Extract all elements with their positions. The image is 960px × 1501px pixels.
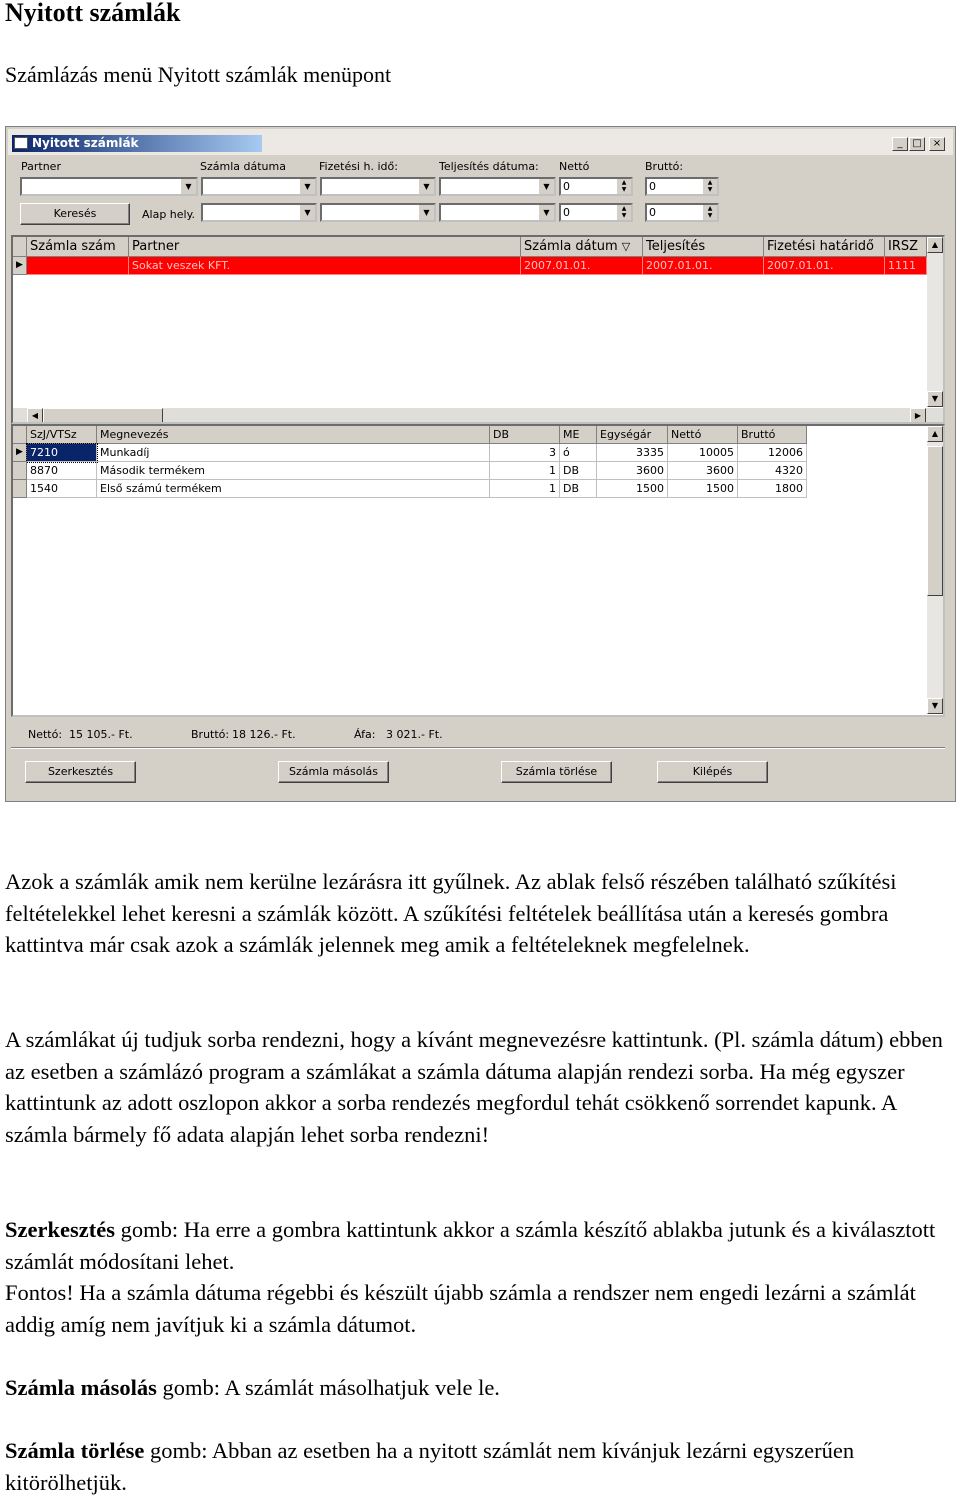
- items-grid: [11, 424, 945, 717]
- table-cell: 10005: [668, 444, 738, 462]
- table-cell: 12006: [738, 444, 807, 462]
- table-cell: ó: [560, 444, 597, 462]
- fulfillment-date-to[interactable]: [439, 203, 556, 222]
- col-header-gross[interactable]: Bruttó: [738, 426, 807, 444]
- col-header-qty[interactable]: DB: [490, 426, 560, 444]
- table-cell: 3335: [597, 444, 668, 462]
- invoice-date-to[interactable]: [201, 203, 317, 222]
- table-cell: Munkadíj: [97, 444, 490, 462]
- edit-button[interactable]: Szerkesztés: [25, 761, 136, 783]
- col-header-payment-due[interactable]: Fizetési határidő: [764, 237, 885, 257]
- chevron-down-icon[interactable]: ▼: [180, 179, 196, 194]
- col-header-unit-price[interactable]: Egységár: [597, 426, 668, 444]
- payment-due-label: Fizetési h. idő:: [319, 160, 398, 173]
- table-cell: 1500: [597, 480, 668, 498]
- copy-invoice-button[interactable]: Számla másolás: [278, 761, 389, 783]
- invoice-date-from[interactable]: [201, 177, 317, 196]
- page-subtitle: Számlázás menü Nyitott számlák menüpont: [5, 62, 392, 87]
- sort-desc-icon: ▽: [621, 240, 631, 253]
- paragraph-edit: Szerkesztés gomb: Ha erre a gombra kattintunk akkor a számla készítő ablakba jutunk és a kiválasztott számlát módosítani lehet. Fontos! Ha a számla dátuma régebbi és készült újabb számla a rendszer nem engedi lezárni a számlát addig amíg nem javítjuk ki a számla dátumot.: [5, 1217, 936, 1337]
- edit-term: Szerkesztés: [5, 1217, 115, 1242]
- paragraph-copy: Számla másolás gomb: A számlát másolhatjuk vele le.: [5, 1375, 500, 1400]
- scroll-thumb[interactable]: [43, 408, 163, 424]
- paragraph-delete: Számla törlése gomb: Abban az esetben ha a nyitott számlát nem kívánjuk lezárni egyszerűen kitörölhetjük.: [5, 1438, 855, 1495]
- scroll-down-icon[interactable]: ▼: [927, 391, 943, 407]
- gross-total-value: 18 126.- Ft.: [232, 728, 296, 741]
- col-header-name[interactable]: Megnevezés: [97, 426, 490, 444]
- partner-label: Partner: [21, 160, 61, 173]
- spin-icon[interactable]: ▲ ▼: [617, 205, 631, 220]
- app-icon: [14, 137, 28, 149]
- table-cell: 1500: [668, 480, 738, 498]
- chevron-down-icon[interactable]: ▼: [299, 205, 315, 220]
- net-total-value: 15 105.- Ft.: [69, 728, 133, 741]
- page-title: Nyitott számlák: [5, 0, 181, 27]
- net-label: Nettó: [559, 160, 590, 173]
- window-titlebar[interactable]: [8, 129, 953, 155]
- col-header-partner[interactable]: Partner: [129, 237, 521, 257]
- gross-to-stepper[interactable]: 0 ▲ ▼: [645, 203, 719, 222]
- copy-term: Számla másolás: [5, 1375, 157, 1400]
- net-to-stepper[interactable]: 0 ▲ ▼: [559, 203, 633, 222]
- open-invoices-window: [5, 126, 956, 802]
- spin-icon[interactable]: ▲ ▼: [703, 205, 717, 220]
- payment-due-to[interactable]: [320, 203, 436, 222]
- fulfillment-date-from[interactable]: [439, 177, 556, 196]
- table-cell: 8870: [27, 462, 97, 480]
- invoice-date-label: Számla dátuma: [200, 160, 286, 173]
- row-indicator: [13, 480, 27, 498]
- col-header-fulfillment[interactable]: Teljesítés: [643, 237, 764, 257]
- col-header-unit[interactable]: ME: [560, 426, 597, 444]
- search-button[interactable]: Keresés: [20, 203, 130, 225]
- paragraph-intro: Azok a számlák amik nem kerülne lezárásra itt gyűlnek. Az ablak felső részében található szűkítési feltételekkel lehet keresni a számlák között. A szűkítési feltételek beállítása után a keresés gombra kattintva már csak azok a számlák jelennek meg amik a feltételeknek megfelelnek.: [5, 869, 897, 957]
- table-cell: DB: [560, 480, 597, 498]
- base-location-label: Alap hely.: [142, 208, 196, 221]
- col-header-net[interactable]: Nettó: [668, 426, 738, 444]
- table-cell: 7210: [27, 444, 97, 462]
- scroll-thumb[interactable]: [927, 446, 943, 596]
- exit-button[interactable]: Kilépés: [657, 761, 768, 783]
- scroll-up-icon[interactable]: ▲: [927, 426, 943, 442]
- table-row[interactable]: [27, 444, 807, 462]
- vertical-scrollbar[interactable]: [927, 253, 943, 392]
- row-indicator: [13, 462, 27, 480]
- table-cell: 4320: [738, 462, 807, 480]
- net-total-label: Nettó:: [28, 728, 63, 741]
- table-cell: 3600: [597, 462, 668, 480]
- spin-icon[interactable]: ▲ ▼: [617, 179, 631, 194]
- table-row[interactable]: [27, 462, 807, 480]
- gross-label: Bruttó:: [645, 160, 684, 173]
- col-header-invoice-number[interactable]: Számla szám: [27, 237, 129, 257]
- table-cell: Első számú termékem: [97, 480, 490, 498]
- delete-invoice-button[interactable]: Számla törlése: [501, 761, 612, 783]
- table-cell: Második termékem: [97, 462, 490, 480]
- invoice-grid: [11, 235, 945, 424]
- maximize-button[interactable]: □: [909, 137, 925, 151]
- spin-icon[interactable]: ▲ ▼: [703, 179, 717, 194]
- table-cell: 1: [490, 462, 560, 480]
- table-cell: 1: [490, 480, 560, 498]
- table-row[interactable]: Sokat veszek KFT. 2007.01.01. 2007.01.01. 2007.01.01. 1111: [27, 257, 927, 275]
- delete-term: Számla törlése: [5, 1438, 145, 1463]
- table-cell: 1540: [27, 480, 97, 498]
- chevron-down-icon[interactable]: ▼: [299, 179, 315, 194]
- table-cell: 3: [490, 444, 560, 462]
- payment-due-from[interactable]: [320, 177, 436, 196]
- scroll-down-icon[interactable]: ▼: [927, 698, 943, 714]
- fulfillment-date-label: Teljesítés dátuma:: [439, 160, 539, 173]
- gross-from-stepper[interactable]: 0 ▲ ▼: [645, 177, 719, 196]
- table-cell: DB: [560, 462, 597, 480]
- table-cell: 1800: [738, 480, 807, 498]
- window-title: Nyitott számlák: [32, 136, 139, 150]
- chevron-down-icon[interactable]: ▼: [418, 205, 434, 220]
- row-pointer-icon: ▶: [13, 257, 27, 275]
- vat-total-label: Áfa:: [354, 728, 376, 741]
- chevron-down-icon[interactable]: ▼: [538, 205, 554, 220]
- scroll-right-icon[interactable]: ▶: [910, 408, 926, 424]
- chevron-down-icon[interactable]: ▼: [538, 179, 554, 194]
- vat-total-value: 3 021.- Ft.: [386, 728, 443, 741]
- scroll-left-icon[interactable]: ◀: [27, 408, 43, 424]
- table-cell: 3600: [668, 462, 738, 480]
- scroll-up-icon[interactable]: ▲: [927, 237, 943, 253]
- col-header-invoice-date[interactable]: Számla dátum ▽: [521, 237, 643, 257]
- important-note: Fontos! Ha a számla dátuma régebbi és készült újabb számla a rendszer nem engedi lezárni a számlát addig amíg nem javítjuk ki a számla dátumot.: [5, 1280, 916, 1337]
- gross-total-label: Bruttó:: [191, 728, 230, 741]
- minimize-button[interactable]: _: [892, 137, 908, 151]
- partner-combo[interactable]: [20, 177, 198, 196]
- paragraph-sorting: A számlákat új tudjuk sorba rendezni, hogy a kívánt megnevezésre kattintunk. (Pl. számla dátum) ebben az esetben a számlázó program a számlákat a számla dátuma alapján rendezi sorba. Ha még egyszer kattintunk az adott oszlopon akkor a sorba rendezés megfordul tehát csökkenő sorrendet kapunk. A számla bármely fő adata alapján lehet sorba rendezni!: [5, 1027, 943, 1147]
- table-row[interactable]: [27, 480, 807, 498]
- chevron-down-icon[interactable]: ▼: [418, 179, 434, 194]
- net-from-stepper[interactable]: 0 ▲ ▼: [559, 177, 633, 196]
- row-pointer-icon: ▶: [13, 444, 27, 462]
- col-header-zip[interactable]: IRSZ: [885, 237, 927, 257]
- col-header-code[interactable]: SzJ/VTSz: [27, 426, 97, 444]
- close-button[interactable]: ×: [929, 137, 945, 151]
